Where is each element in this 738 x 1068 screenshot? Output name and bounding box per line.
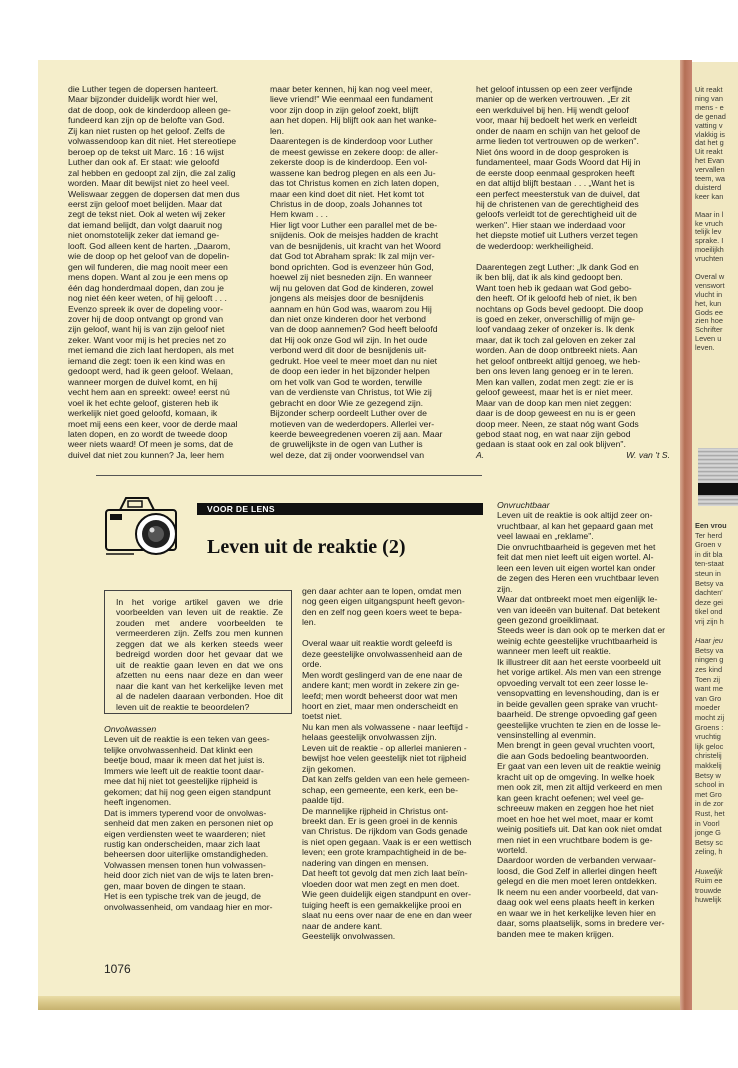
next-page-line: tikel ond [695, 607, 723, 617]
text-line: baarheid. De strenge opvoeding gaf geen [497, 709, 657, 720]
next-page-line: ningen g [695, 655, 724, 665]
next-page-line: dachten' [695, 588, 723, 598]
text-line: telijke onvolwassenheid. Dat klinkt een [104, 744, 253, 755]
text-line: verbond werd dit door de besnijdenis uit- [270, 345, 427, 356]
text-line: vensopvatting en levenshouding, dan is er [497, 688, 660, 699]
text-line: de eerste doop eenmaal gesproken heeft [476, 167, 635, 178]
intro-box [104, 590, 292, 714]
text-line: maar beter kennen, hij kan nog veel meer, [270, 84, 433, 94]
text-line: Volwassen mensen tonen hun volwassen- [104, 859, 266, 870]
next-page-line: teem, wa [695, 174, 725, 183]
text-line: vecht hem aan en spreekt: owee! eerst nú [68, 387, 230, 398]
next-page-line: ten-staat [695, 559, 724, 569]
text-line: en dat altijd blijft bestaan . . . „Want het is [476, 178, 635, 189]
text-line: beetje boud, maar ik meen dat het juist is. [104, 755, 265, 766]
text-line: van de verdienste van Christus, tot Wie zij [270, 387, 432, 398]
next-page-line: Overal w [695, 271, 725, 281]
text-line: zijn gekomen. [302, 763, 356, 774]
text-line: men niet in een vruchtbare bodem is ge- [497, 834, 653, 845]
text-line: het geloof ontbreekt altijd genoeg, we heb- [476, 355, 641, 366]
text-line: zijn geloof, want hij is van zijn geloof niet [68, 324, 225, 335]
text-line: zeker. Want voor mij is het precies net zo [68, 334, 227, 345]
text-line: ven van ideeën van buitenaf. Dat betekent [497, 604, 660, 615]
next-page-line: deze gei [695, 597, 723, 607]
next-page-line: het Evan [695, 156, 725, 166]
text-line: toetst niet. [302, 711, 343, 722]
text-line: gen wil funderen, die mag nooit meer een [68, 261, 228, 272]
text-line: leven; een grote krampachtigheid in de be- [302, 847, 467, 858]
text-line: van de doop aannemen? God heeft beloofd [270, 324, 438, 335]
next-page-line: zeling, h [695, 847, 723, 857]
text-line: Leven uit de reaktie is ook altijd zeer on- [497, 510, 653, 521]
text-line: gedrukt. Hoe veel te meer moet dan nu niet [270, 355, 438, 366]
text-line: dat iemand belijdt, dan volgt daaruit nog [68, 219, 223, 230]
next-page-line: mocht zij [695, 713, 725, 722]
next-page-line: vatting v [695, 120, 723, 130]
text-line: looft. God alleen kent de harten. „Daarom, [68, 240, 231, 251]
text-line: Daarentegen zegt Luther: „Ik dank God en [476, 261, 639, 272]
next-page-line: venswort [695, 280, 725, 290]
next-page-line: met Gro [695, 789, 722, 799]
next-page-line: Schrifter [695, 325, 723, 335]
next-page-line: in dit bla [695, 549, 723, 559]
next-page-line: vruchten [695, 254, 724, 264]
next-page-line: Maar in l [695, 209, 724, 219]
next-page-line: van Gro [695, 693, 722, 703]
next-page-line: Groen v [695, 540, 722, 550]
text-line: het geloof intussen op een zeer verfijnde [476, 84, 633, 94]
text-line: lieve vriend!" Wie eenmaal een fundament [270, 94, 433, 105]
text-line: gebracht en door Wie ze gezegend zijn. [270, 397, 424, 408]
next-page-line: school in [695, 780, 725, 790]
text-line: len. [270, 125, 285, 136]
next-page-line: de genad [695, 111, 726, 121]
text-line: de wederdoop: werkheiligheid. [476, 240, 594, 251]
subheading-onvruchtbaar: Onvruchtbaar [497, 500, 550, 510]
text-line: geen gezond groeiklimaat. [497, 614, 599, 625]
text-line: Bijzonder scherp oordeelt Luther over de [270, 408, 427, 419]
text-line: banden mee te maken krijgen. [497, 928, 614, 939]
text-line: de doop een ieder in het bijzonder helpen [270, 366, 430, 377]
text-line: Niet óns woord in de doop gesproken is [476, 146, 629, 157]
text-line: die Luther tegen de dopersen hanteert. [68, 84, 219, 94]
text-line: wel deze, dat zij onder voorwendsel van [270, 449, 425, 460]
text-line: ben ons leven lang genoeg er in te leren. [476, 366, 634, 377]
next-page-line: Betsy w [695, 770, 721, 780]
text-line: naar de andere kant. [302, 920, 383, 931]
next-page-line: mens - e [695, 102, 724, 112]
text-line: dat Hij ook onze God wil zijn. In het oude [270, 334, 428, 345]
text-line: snijdenis. Ook de meisjes hadden de kracht [270, 230, 439, 241]
text-line: breekt dan. Er is geen groei in de kennis [302, 815, 458, 826]
text-line: paalde tijd. [302, 795, 345, 806]
next-page-line: Rust, het [695, 809, 725, 818]
text-line: leen een leven uit eigen wortel kan onder [497, 562, 656, 573]
text-line: voel ik het echte geloof, gisteren heb ik [68, 397, 219, 408]
next-page-line: Uit reakt [695, 147, 723, 157]
binding-spine [680, 60, 692, 1010]
text-line: dat God tot Abraham sprak: Ik zal mijn ver- [270, 251, 435, 262]
text-line: Steeds weer is dan ook op te merken dat er [497, 625, 666, 636]
signature-initial: A. [476, 449, 485, 460]
text-line: wie de doop op het geloof van de dopelin- [68, 251, 230, 262]
text-line: moet mij eens een keer, voor de derde maal [68, 418, 238, 429]
next-page-line: dat het g [695, 138, 724, 148]
text-line: Hem kwam . . . [270, 209, 328, 220]
text-line: gekomen; dat hij nog geen eigen standpunt [104, 786, 271, 797]
next-page-line: moeilijkh [695, 245, 724, 255]
next-page-line: Uit reakt [695, 85, 723, 94]
camera-icon [98, 484, 200, 570]
text-line: maar een kind doet dit niet. Het komt tot [270, 188, 425, 199]
text-line: ik ben blij, dat ik als kind gedoopt ben. [476, 272, 623, 283]
text-line: geloofs verleidt tot de gerechtigheid uit de [476, 209, 637, 220]
next-page-line: Gods ee [695, 307, 723, 317]
text-line: den heeft. Of ik geloofd heb of niet, ik ben [476, 293, 637, 304]
text-line: voor, maar hij bedoelt het werk en verleidt [476, 115, 637, 126]
next-page-line: Een vrou [695, 521, 727, 530]
text-line: is goed en zeker, onverschillig of mijn ge- [476, 313, 635, 324]
next-page-line: jonge G [695, 828, 721, 838]
next-page-line: moeder [695, 703, 721, 713]
text-line: van Christus. De rijkdom van Gods genade [302, 826, 468, 837]
next-page-line: want me [695, 684, 723, 694]
text-line: geloof geweest, maar het is er niet meer. [476, 387, 633, 398]
text-line: Die onvruchtbaarheid is gegeven met het [497, 541, 656, 552]
text-line: Christus in de doop, zoals Johannes tot [270, 198, 423, 209]
page-edge [38, 996, 688, 1010]
next-page-line: makkelij [695, 761, 722, 770]
text-line: daar is de doop geweest en nu is er geen [476, 408, 636, 419]
text-line: Dat heeft tot gevolg dat men zich laat beïn- [302, 868, 468, 879]
next-page-banner [698, 483, 738, 495]
text-line: dan niet onze kinderen door het verbond [270, 313, 427, 324]
text-line: eigen verdiensten weet te waarderen; niet [104, 828, 266, 839]
text-line: rustig kan onderscheiden, maar zich laat [104, 838, 260, 849]
text-line: is niet open gegaan. Vaak is er een wettisch [302, 836, 472, 847]
next-page-line: Betsy va [695, 578, 724, 588]
next-page-line: duisterd [695, 182, 722, 192]
next-page-line: ke vruch [695, 218, 723, 228]
text-line: voor zijn doop in zijn geloof zoekt, blijft [270, 104, 419, 115]
next-page-photo [698, 448, 738, 506]
text-line: slaat nu eens over naar de ene en dan weer [302, 910, 473, 921]
text-line: Overal waar uit reaktie wordt geleefd is [302, 638, 453, 649]
text-line: volwassendoop kan dit niet. Het stereotiepe [68, 136, 237, 147]
text-line: Weliswaar zeggen de dopersen dat men dus [68, 188, 240, 199]
text-line: weinig echte geestelijke vruchtbaarheid is [497, 635, 658, 646]
next-page-line: Leven u [695, 334, 722, 344]
text-line: Maar bijzonder duidelijk wordt hier wel, [68, 94, 218, 105]
text-line: dat de doop, ook de kinderdoop alleen ge- [68, 104, 231, 115]
text-line: eerst zijn geloof moet belijden. Maar dat [68, 198, 223, 209]
text-line: iemand die zegt: toen ik een kind was en [68, 355, 225, 366]
text-line: schreeuw maken en zeggen hoe het niet [497, 803, 654, 814]
text-line: onder de naam en schijn van het geloof de [476, 125, 641, 136]
article-column-2 [270, 84, 462, 460]
text-line: Hier ligt voor Luther een parallel met de be- [270, 219, 438, 230]
text-line: das tot Christus komen en zich laten dopen, [270, 178, 440, 189]
text-line: wij nu geloven dat God de kinderen, zowel [270, 282, 434, 293]
text-line: feit dat men niet leeft uit eigen wortel. Al- [497, 552, 654, 563]
next-page-line: Haar jeu [695, 636, 723, 646]
text-line: moet en hoe het wel moet, maar er komt [497, 813, 653, 824]
next-page-line: Ter herd [695, 530, 723, 540]
text-line: Zij kan niet rusten op het geloof. Zelfs de [68, 125, 225, 136]
text-line: Het is een typische trek van de jeugd, de [104, 891, 261, 902]
text-line: de zegen des Heren een vruchtbaar leven [497, 573, 659, 584]
text-line: worteld. [497, 844, 528, 855]
intro-text: In het vorige artikel gaven we drie voorbeelden van leven uit de reaktie. Ze zouden met andere voorbeelden te vermeerderen zijn. Zelfs zou men kunnen zeggen dat we als kerken steeds weer bedreigd worden door het gevaar dat we uit de reaktie gaan leven en dat we ons afzetten nu eens naar deze en dan weer naar die kant van het kerkelijke leven met al de nadelen daaraan verbonden. Hoe dit leven uit de reaktie te beoordelen? [116, 597, 283, 712]
next-page-strip [692, 62, 738, 1010]
text-line: nadering van dingen en mensen. [302, 857, 429, 868]
text-line: daar, soms plaatselijk, soms in bredere ver- [497, 918, 665, 929]
text-line: Wie geen duidelijk eigen standpunt en over- [302, 889, 472, 900]
text-line: worden. Maar dit bewijst niet zo heel veel. [68, 178, 230, 189]
text-line: Dat kan zelfs gelden van een hele gemeen- [302, 774, 470, 785]
text-line: Leven uit de reaktie is een teken van gees- [104, 734, 270, 745]
text-line: gelegd en die men moet leren ontdekken. [497, 876, 657, 887]
text-line: manier op de werken vertrouwen. „Er zit [476, 94, 631, 105]
text-line: wanneer morgen de duivel komt, en hij [68, 376, 218, 387]
text-line: aan het dopen. Hij blijft ook aan het wanke- [270, 115, 437, 126]
text-line: zal hebben en gedoopt zal zijn, die zal zalig [68, 167, 236, 178]
subheading-onvolwassen: Onvolwassen [104, 724, 157, 734]
text-line: Leven uit de reaktie - op allerlei manieren - [302, 742, 467, 753]
text-line: loosd, die God Zelf in allerlei dingen heeft [497, 865, 657, 876]
text-line: de meest gewisse en zekere doop: de aller- [270, 146, 439, 157]
text-line: schap, een gemeente, een kerk, een be- [302, 784, 458, 795]
text-line: die aan Gods bedoeling beantwoorden. [497, 750, 649, 761]
text-line: bewijst hoe velen geestelijk niet tot rijpheid [302, 753, 467, 764]
text-line: senheid dat men zaken en personen niet op [104, 818, 274, 829]
text-line: daag ook wel eens plaats heeft in kerken [497, 897, 655, 908]
next-page-line: zes kind [695, 665, 723, 674]
signature-name: W. van 't S. [626, 449, 670, 460]
text-line: heeft ingenomen. [104, 797, 172, 808]
author-signature [476, 450, 670, 460]
lens-column-2 [302, 586, 490, 941]
text-line: Daardoor worden de verbanden verwaar- [497, 855, 656, 866]
text-line: Men kan vallen, zodat men zegt: zie er is [476, 376, 634, 387]
text-line: fundamenteel, maar Gods Woord dat Hij in [476, 157, 641, 168]
next-page-line: vrij zijn h [695, 617, 724, 626]
text-line: mee dat hij niet tot geestelijke rijpheid is [104, 776, 258, 787]
text-line: onvolwassenheid, om vandaag hier en mor- [104, 901, 273, 912]
next-page-line: vlakkig is [695, 129, 725, 139]
text-line: aannam en hún God was, waarom zou Hij [270, 303, 432, 314]
next-page-line: trouwde [695, 885, 722, 895]
text-line: andere kant; men wordt in zekere zin ge- [302, 680, 460, 691]
next-page-line: steun in [695, 569, 721, 578]
text-line: kracht uit op de omgeving. In welke hoek [497, 771, 655, 782]
next-page-line: vervallen [695, 165, 725, 175]
next-page-line: christelij [695, 751, 722, 761]
text-line: men ook zit, men zit altijd verkeerd en men [497, 782, 663, 793]
text-line: gedaan is staat ook en zal ook blijven". [476, 439, 626, 450]
text-line: Evenzo spreek ik over de dopeling voor- [68, 303, 224, 314]
text-line: zegt de tekst niet. Ook al weten wij zeker [68, 209, 226, 220]
text-line: het diepste motief uit Luthers verzet tegen [476, 230, 638, 241]
text-line: Geestelijk onvolwassen. [302, 930, 396, 941]
text-line: hij de christenen van de gerechtigheid des [476, 198, 639, 209]
text-line: zekerste doop is de kinderdoop. Een vol- [270, 157, 428, 168]
text-line: in beide gevallen geen sprake van vrucht- [497, 698, 658, 709]
text-line: geestelijke vruchten te zien en de losse le- [497, 719, 661, 730]
article-column-3 [476, 84, 670, 460]
text-line: maar, dat ik toch zal geloven en zeker zal [476, 334, 636, 345]
text-line: keerde beweegredenen voeren zij aan. Maar [270, 428, 443, 439]
next-page-line: Ruim ee [695, 876, 723, 886]
next-page-line: keer kan [695, 191, 724, 201]
text-line: Er gaat van een leven uit de reaktie weinig [497, 761, 661, 772]
text-line: vensinstelling al evenmin. [497, 729, 596, 740]
text-line: Men wordt geslingerd van de ene naar de [302, 669, 463, 680]
text-line: niet onomstotelijk zeker dat iemand ge- [68, 230, 220, 241]
next-page-line: huwelijk [695, 895, 722, 905]
text-line: orde. [302, 659, 322, 670]
text-line: werkelijk niet goed geloofd, komaan, ik [68, 408, 218, 419]
next-page-line: Betsy sc [695, 837, 723, 847]
next-page-line: vruchtig [695, 732, 721, 742]
next-page-line: in de zor [695, 799, 724, 809]
next-page-line: ning van [695, 93, 723, 103]
text-line: gedoopt werd, had ik geen geloof. Welaan, [68, 366, 234, 377]
text-line: hoort en ziet, maar men onderscheidt en [302, 700, 458, 711]
text-line: Immers wie leeft uit de reaktie toont daar- [104, 765, 264, 776]
text-line: mens dopen. Want al zou je een mens op [68, 272, 229, 283]
text-line: om het volk van God te worden, terwille [270, 376, 423, 387]
next-page-line: in Voorl [695, 818, 720, 828]
text-line: beroep op de tekst uit Marc. 16 : 16 wijst [68, 146, 224, 157]
text-line: gen, maar boven de dingen te staan. [104, 880, 246, 891]
text-line: met iemand die zich laat herdopen, als met [68, 345, 234, 356]
text-line: De mannelijke rijpheid in Christus ont- [302, 805, 449, 816]
text-line: Maar van de doop kan men niet zeggen: [476, 397, 632, 408]
text-line: gebod staat nog, en wat naar zijn gebod [476, 428, 631, 439]
next-page-line: Betsy va [695, 645, 724, 655]
next-page-line: Groens : [695, 722, 724, 732]
text-line: een werkduivel bij hen. Hij wendt geloof [476, 104, 629, 115]
text-line: gen daar achter aan te lopen, omdat men [302, 586, 462, 596]
text-line: één dag honderdmaal dopen, dan zou je [68, 282, 225, 293]
text-line: Want toen heb ik gedaan wat God gebo- [476, 282, 632, 293]
text-line: Luther dan ook af. Er staat: wie geloofd [68, 157, 220, 168]
text-line: worden. Aan de doop ontbreekt niets. Aan [476, 345, 638, 356]
next-page-line: vlucht in [695, 289, 723, 299]
text-line: een perfect meesterstuk van de duivel, dat [476, 188, 640, 199]
next-page-line: het, kun [695, 298, 722, 308]
text-line: Men brengt in geen geval vruchten voort, [497, 740, 655, 751]
text-line: len. [302, 617, 317, 628]
text-line: kan geen kracht oefenen; wel veel ge- [497, 792, 644, 803]
next-page-line: lijk geloc [695, 741, 724, 751]
text-line: Ik neem nu een ander voorbeeld, dat van- [497, 886, 659, 897]
text-line: de gruwelijkste in de ogen van Luther is [270, 439, 423, 450]
article-headline: Leven uit de reaktie (2) [207, 536, 406, 558]
text-line: en waar we in het kerkelijke leven hier en [497, 907, 656, 918]
next-page-line: zien hoe [695, 316, 723, 326]
text-line: nog niet één keer weten, of hij gelooft . . . [68, 293, 227, 304]
text-line: heid door zich niet van de wijs te laten bren- [104, 870, 274, 881]
text-line: zijn. [497, 583, 513, 594]
text-line: opvoeding vervalt tot een zeer losse le- [497, 677, 649, 688]
text-line: vloeden door wat men zegt en men doet. [302, 878, 460, 889]
text-line: laten dopen, en zo wordt de tweede doop [68, 428, 228, 439]
text-line: het vorige artikel. Als men van een strenge [497, 667, 662, 678]
text-line [476, 251, 670, 261]
text-line: veel lawaai en „reklame". [497, 531, 594, 542]
text-line: weer niets waard! Of meen je soms, dat de [68, 439, 234, 450]
text-line: Waar dat ontbreekt moet men eigenlijk le- [497, 594, 658, 605]
text-line: helaas geestelijk onvolwassen zijn. [302, 732, 437, 743]
text-line: bond oprichten. God is evenzeer hún God, [270, 261, 434, 272]
section-banner: VOOR DE LENS [197, 503, 483, 515]
text-line [302, 628, 490, 638]
text-line: tuiging heeft is een gemakkelijke prooi en [302, 899, 462, 910]
lens-column-3 [497, 500, 675, 939]
text-line: loof vandaag zeker of onzeker is. Ik denk [476, 324, 634, 335]
next-page-line: Toen zij [695, 674, 721, 684]
text-line: jongens als meisjes door de besnijdenis [270, 293, 424, 304]
next-page-line: sprake. I [695, 236, 724, 246]
text-line: wassene kan bedrog plegen en als een Ju- [270, 167, 436, 178]
next-page-line: Huwelijk [695, 866, 723, 876]
text-line: nochtans op Gods bevel gedoopt. Die doop [476, 303, 644, 314]
text-line: Ik illustreer dit aan het eerste voorbeeld uit [497, 656, 661, 667]
text-line: doop meer. Neen, ze staat nóg want Gods [476, 418, 639, 429]
text-line: wanneer men leeft uit reaktie. [497, 646, 611, 657]
text-line: fundeerd kan zijn op de belofte van God. [68, 115, 225, 126]
next-page-line: telijk lev [695, 227, 722, 237]
article-column-1 [68, 84, 256, 460]
text-line: van de besnijdenis, uit kracht van het Woord [270, 240, 441, 251]
text-line: vruchtbaar, al kan het gepaard gaan met [497, 520, 653, 531]
text-line: Dat is immers typerend voor de onvolwas- [104, 807, 267, 818]
lens-column-1 [104, 724, 292, 912]
text-line: hoewel zij niet besneden zijn. En wanneer [270, 272, 432, 283]
text-line: Daarentegen is de kinderdoop voor Luther [270, 136, 433, 147]
text-line: nog geen eigen uitgangspunt heeft gevon- [302, 596, 465, 607]
text-line: weinig positiefs uit. Dat kan ook niet omdat [497, 824, 662, 835]
text-line: den en zelf nog geen koers weet te bepa- [302, 606, 462, 617]
text-line: beheersen door uiterlijke omstandigheden. [104, 849, 269, 860]
page-number: 1076 [104, 962, 131, 976]
text-line: werken". Hier staan we inderdaad voor [476, 219, 626, 230]
text-line: leefd; men wordt beheerst door wat men [302, 690, 458, 701]
text-line: zover hij de doop ontvangt op grond van [68, 313, 224, 324]
text-line: motieven van de wederdopers. Allerlei ver- [270, 418, 435, 429]
next-page-line: leven. [695, 343, 715, 353]
section-divider [96, 475, 482, 476]
text-line: duivel dat niet zou kunnen? Ja, leer hem [68, 449, 224, 460]
text-line: deze geestelijke onvolwassenheid aan de [302, 648, 463, 659]
text-line: arme lieden tot vertrouwen op de werken". [476, 136, 639, 147]
text-line: Nu kan men als volwassene - naar leeftijd - [302, 721, 469, 732]
